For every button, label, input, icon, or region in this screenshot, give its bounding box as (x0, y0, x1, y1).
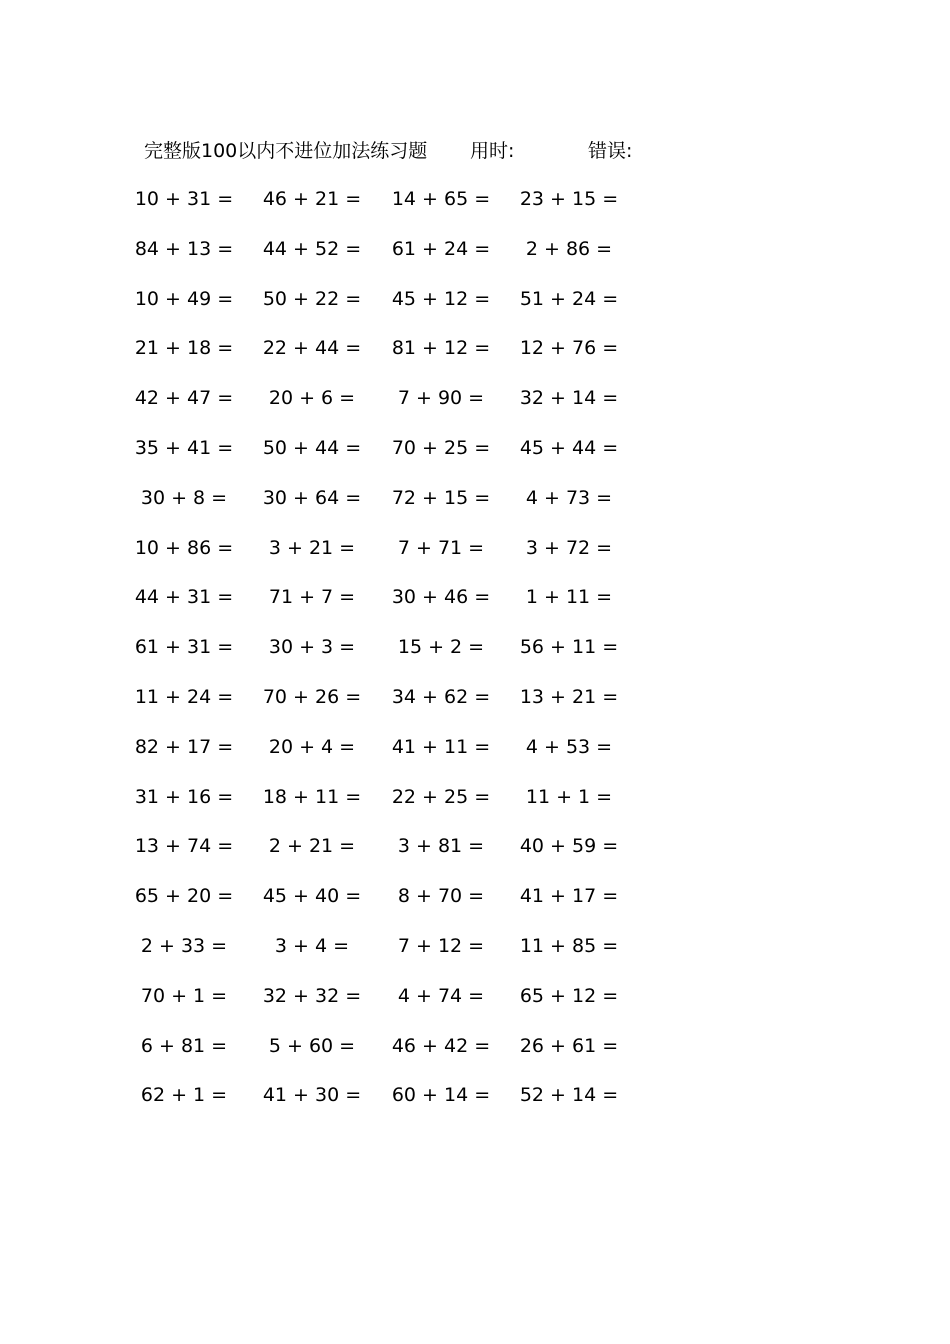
problem-item: 70 + 1 = (140, 984, 228, 1007)
problem-item: 70 + 25 = (391, 436, 491, 459)
problem-item: 3 + 72 = (525, 536, 613, 559)
problem-item: 34 + 62 = (391, 685, 491, 708)
problem-item: 4 + 53 = (525, 735, 613, 758)
problem-item: 23 + 15 = (519, 188, 619, 210)
problem-item: 65 + 20 = (134, 885, 234, 908)
problem-item: 60 + 14 = (391, 1084, 491, 1107)
problem-row (0, 186, 950, 236)
problem-row (0, 385, 950, 435)
problem-row (0, 584, 950, 634)
problem-item: 3 + 81 = (397, 835, 485, 858)
problem-item: 30 + 46 = (391, 586, 491, 609)
problem-item: 65 + 12 = (519, 984, 619, 1007)
problem-item: 52 + 14 = (519, 1084, 619, 1107)
problem-item: 61 + 24 = (391, 237, 491, 260)
errors-label: 错误: (588, 140, 633, 162)
problem-item: 35 + 41 = (134, 436, 234, 459)
problem-grid (0, 186, 950, 1132)
problem-row (0, 734, 950, 784)
problem-item: 72 + 15 = (391, 486, 491, 509)
worksheet-title: 完整版100以内不进位加法练习题 (144, 140, 428, 162)
problem-item: 21 + 18 = (134, 337, 234, 360)
problem-row (0, 1033, 950, 1083)
problem-item: 3 + 4 = (274, 934, 350, 957)
problem-item: 62 + 1 = (140, 1084, 228, 1107)
problem-row (0, 684, 950, 734)
problem-row (0, 435, 950, 485)
problem-item: 3 + 21 = (268, 536, 356, 559)
problem-row (0, 1082, 950, 1132)
problem-item: 61 + 31 = (134, 636, 234, 659)
problem-item: 4 + 73 = (525, 486, 613, 509)
problem-item: 70 + 26 = (262, 685, 362, 708)
problem-item: 20 + 6 = (268, 387, 356, 410)
problem-item: 2 + 86 = (525, 237, 613, 260)
problem-item: 2 + 33 = (140, 934, 228, 957)
problem-item: 84 + 13 = (134, 237, 234, 260)
problem-item: 6 + 81 = (140, 1034, 228, 1057)
problem-row (0, 236, 950, 286)
problem-item: 26 + 61 = (519, 1034, 619, 1057)
problem-row (0, 833, 950, 883)
problem-item: 8 + 70 = (397, 885, 485, 908)
problem-item: 13 + 21 = (519, 685, 619, 708)
problem-row (0, 535, 950, 585)
problem-item: 50 + 44 = (262, 436, 362, 459)
problem-item: 18 + 11 = (262, 785, 362, 808)
problem-item: 46 + 42 = (391, 1034, 491, 1057)
problem-item: 82 + 17 = (134, 735, 234, 758)
problem-item: 45 + 44 = (519, 436, 619, 459)
problem-item: 30 + 64 = (262, 486, 362, 509)
problem-item: 11 + 1 = (525, 785, 613, 808)
problem-item: 30 + 8 = (140, 486, 228, 509)
problem-row (0, 485, 950, 535)
problem-item: 81 + 12 = (391, 337, 491, 360)
problem-item: 12 + 76 = (519, 337, 619, 360)
problem-item: 22 + 25 = (391, 785, 491, 808)
problem-item: 56 + 11 = (519, 636, 619, 659)
problem-item: 7 + 12 = (397, 934, 485, 957)
problem-item: 15 + 2 = (397, 636, 485, 659)
problem-row (0, 286, 950, 336)
problem-item: 10 + 31 = (134, 188, 234, 210)
problem-item: 5 + 60 = (268, 1034, 356, 1057)
problem-item: 45 + 40 = (262, 885, 362, 908)
problem-item: 14 + 65 = (391, 188, 491, 210)
problem-item: 41 + 30 = (262, 1084, 362, 1107)
problem-row (0, 634, 950, 684)
problem-item: 44 + 31 = (134, 586, 234, 609)
problem-item: 44 + 52 = (262, 237, 362, 260)
problem-item: 20 + 4 = (268, 735, 356, 758)
problem-row (0, 883, 950, 933)
problem-row (0, 933, 950, 983)
problem-item: 40 + 59 = (519, 835, 619, 858)
problem-row (0, 784, 950, 834)
problem-row (0, 983, 950, 1033)
problem-item: 41 + 11 = (391, 735, 491, 758)
problem-item: 1 + 11 = (525, 586, 613, 609)
problem-item: 10 + 49 = (134, 287, 234, 310)
problem-item: 7 + 71 = (397, 536, 485, 559)
problem-item: 11 + 85 = (519, 934, 619, 957)
problem-item: 42 + 47 = (134, 387, 234, 410)
problem-item: 7 + 90 = (397, 387, 485, 410)
problem-item: 30 + 3 = (268, 636, 356, 659)
problem-item: 41 + 17 = (519, 885, 619, 908)
problem-item: 45 + 12 = (391, 287, 491, 310)
problem-item: 2 + 21 = (268, 835, 356, 858)
problem-item: 51 + 24 = (519, 287, 619, 310)
problem-item: 11 + 24 = (134, 685, 234, 708)
problem-item: 71 + 7 = (268, 586, 356, 609)
problem-item: 10 + 86 = (134, 536, 234, 559)
problem-item: 22 + 44 = (262, 337, 362, 360)
problem-item: 32 + 32 = (262, 984, 362, 1007)
problem-item: 32 + 14 = (519, 387, 619, 410)
problem-item: 50 + 22 = (262, 287, 362, 310)
problem-item: 13 + 74 = (134, 835, 234, 858)
problem-item: 4 + 74 = (397, 984, 485, 1007)
problem-item: 46 + 21 = (262, 188, 362, 210)
time-label: 用时: (470, 140, 515, 162)
problem-item: 31 + 16 = (134, 785, 234, 808)
problem-row (0, 335, 950, 385)
